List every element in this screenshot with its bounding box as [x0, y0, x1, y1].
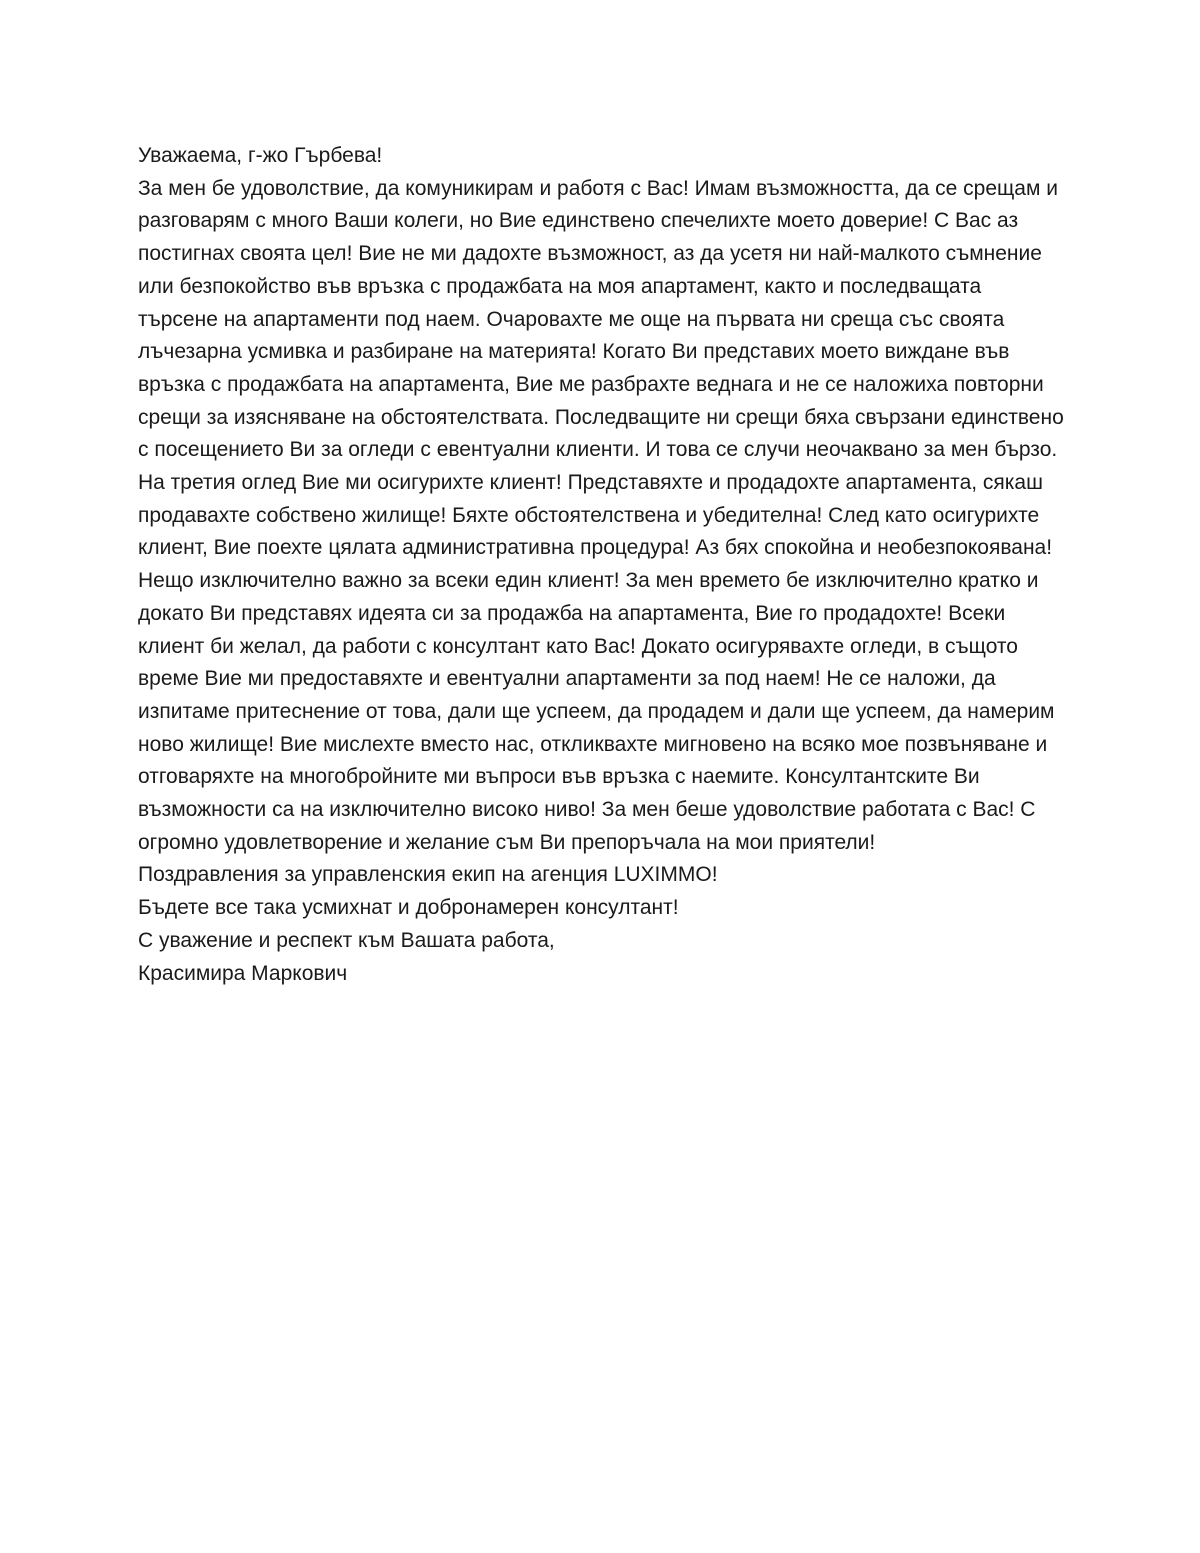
- letter-closing-line: С уважение и респект към Вашата работа,: [138, 928, 555, 952]
- letter-congrats-line: Поздравления за управленския екип на агенция LUXIMMO!: [138, 863, 718, 887]
- letter-body: За мен бе удоволствие, да комуникирам и работя с Вас! Имам възможността, да се срещам и разговарям с много Ваши колеги, но Вие единствено спечелихте моето доверие! С Вас аз постигнах своята цел! Вие не ми дадохте възможност, аз да усетя ни най-малкото съмнение или безпокойство във връзка с продажбата на моя апартамент, както и последващата търсене на апартаменти под наем. Очаровахте ме още на първата ни среща със своята лъчезарна усмивка и разбиране на материята! Когато Ви представих моето виждане във връзка с продажбата на апартамента, Вие ме разбрахте веднага и не се наложиха повторни срещи за изясняване на обстоятелствата. Последващите ни срещи бяха свързани единствено с посещението Ви за огледи с евентуални клиенти. И това се случи неочаквано за мен бързо. На третия оглед Вие ми осигурихте клиент! Представяхте и продадохте апартамента, сякаш продавахте собствено жилище! Бяхте обстоятелствена и убедителна! След като осигурихте клиент, Вие поехте цялата административна процедура! Аз бях спокойна и необезпокоявана! Нещо изключително важно за всеки един клиент! За мен времето бе изключително кратко и докато Ви представях идеята си за продажба на апартамента, Вие го продадохте! Всеки клиент би желал, да работи с консултант като Вас! Докато осигурявахте огледи, в същото време Вие ми предоставяхте и евентуални апартаменти за под наем! Не се наложи, да изпитаме притеснение от това, дали ще успеем, да продадем и дали ще успеем, да намерим ново жилище! Вие мислехте вместо нас, откликвахте мигновено на всяко мое позвъняване и отговаряхте на многобройните ми въпроси във връзка с наемите. Консултантските Ви възможности са на изключително високо ниво! За мен беше удоволствие работата с Вас! С огромно удовлетворение и желание съм Ви препоръчала на мои приятели!: [138, 176, 1064, 854]
- letter-wish-line: Бъдете все така усмихнат и добронамерен консултант!: [138, 896, 679, 920]
- letter-greeting: Уважаема, г-жо Гърбева!: [138, 144, 383, 167]
- letter-signature: Красимира Маркович: [138, 961, 348, 985]
